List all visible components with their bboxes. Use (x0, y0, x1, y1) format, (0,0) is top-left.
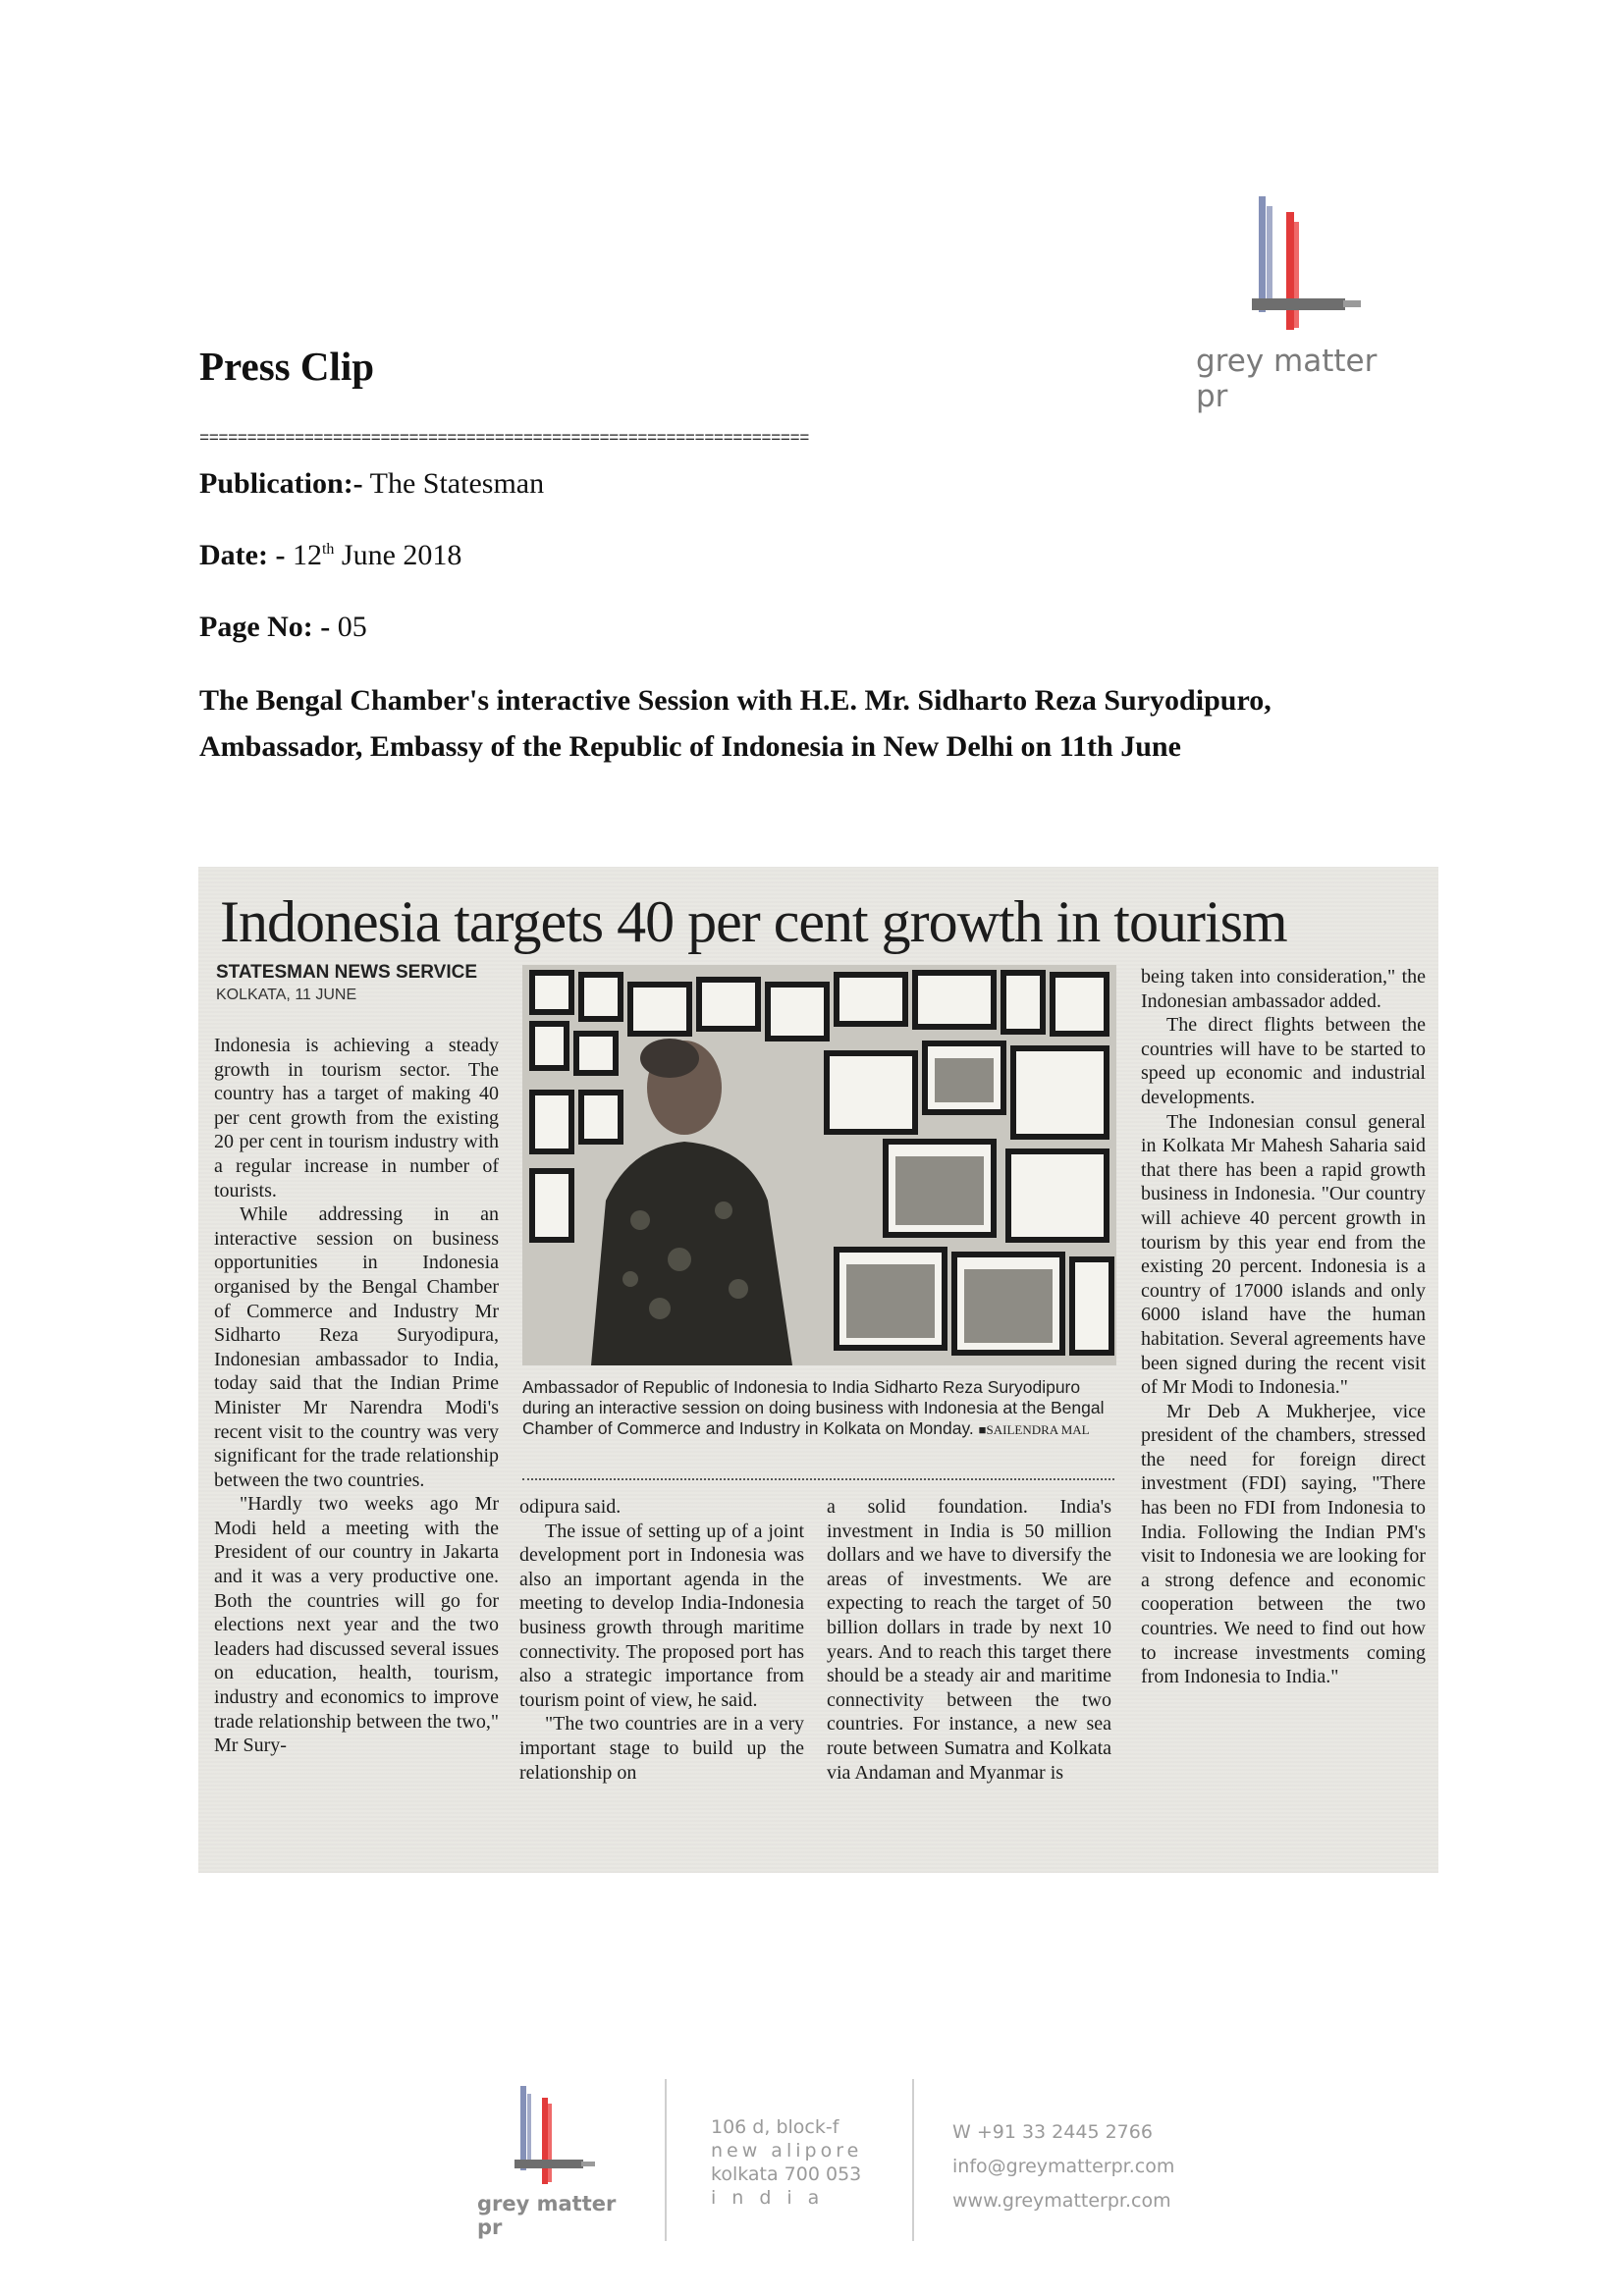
address-line: kolkata 700 053 (711, 2163, 862, 2185)
address-line: india (711, 2187, 836, 2209)
website-link[interactable]: www.greymatterpr.com (952, 2190, 1171, 2212)
address-line: 106 d, block-f (711, 2116, 839, 2138)
logo-text: grey matter pr (1196, 344, 1378, 414)
footer-address (711, 2115, 862, 2210)
photo-credit-name: SAILENDRA MAL (986, 1422, 1090, 1437)
paragraph: "The two countries are in a very important stage to build up the relationship on (519, 1713, 804, 1784)
footer-contact (952, 2115, 1174, 2218)
footer-logo (477, 2086, 624, 2239)
grey-matter-pr-logo (1196, 196, 1402, 414)
article-column-1 (214, 1034, 499, 1758)
footer-divider (912, 2079, 914, 2241)
page-line (199, 611, 367, 644)
separator-rule: ================================================================ (199, 430, 809, 449)
paragraph: being taken into consideration," the Indonesian ambassador added. (1141, 966, 1426, 1012)
paragraph: The Indonesian consul general in Kolkata Mr Mahesh Saharia said that there has been a rapid growth business in Indonesia. "Our country will achieve 40 percent growth in tourism by this year end from the existing 20 percent. Indonesia is a country of 17000 islands and only 6000 island have the human habitation. Several agreements have been signed during the recent visit of Mr Modi to Indonesia." (1141, 1110, 1426, 1399)
publication-value: The Statesman (369, 467, 545, 500)
photo-credit: ■SAILENDRA MAL (978, 1422, 1090, 1437)
date-day: 12 (292, 539, 322, 571)
byline: STATESMAN NEWS SERVICE (216, 962, 478, 983)
page-label: Page No: - (199, 611, 331, 643)
page-value: 05 (337, 611, 367, 643)
photo-illustration (522, 965, 1116, 1365)
paragraph: Indonesia is achieving a steady growth in tourism sector. The country has a target of making 40 per cent growth from the existing 20 per cent in tourism industry with a regular increase in number of tourists. (214, 1035, 499, 1201)
publication-label: Publication:- (199, 467, 363, 500)
paragraph: The direct flights between the countries will have to be started to speed up economic and industrial developments. (1141, 1014, 1426, 1108)
email-link[interactable]: info@greymatterpr.com (952, 2156, 1175, 2177)
paragraph: Mr Deb A Mukherjee, vice president of the chambers, stressed the need for foreign direct investment (FDI) saying, "There has been no FDI from Indonesia to India. Following the Indian PM's visit to Indonesia we are looking for a strong defence and economic cooperation between the two countries. We need to find out how to increase investments coming from Indonesia to India." (1141, 1400, 1426, 1688)
date-suffix: th (321, 541, 335, 558)
caption-text: Ambassador of Republic of Indonesia to India Sidharto Reza Suryodipuro during an interactive session on doing business with Indonesia at the Bengal Chamber of Commerce and Industry in Kolkata on Monday. (522, 1377, 1105, 1438)
photo-caption (522, 1377, 1111, 1440)
caption-divider (522, 1478, 1114, 1480)
newspaper-clipping (198, 867, 1438, 1873)
paragraph: a solid foundation. India's investment in India is 50 million dollars and we have to diversify the areas of investments. We are expecting to reach the target of 50 billion dollars in trade by next 10 years. And to reach this target there should be a steady air and maritime connectivity between the two countries. For instance, a new sea route between Sumatra and Kolkata via Andaman and Myanmar is (827, 1496, 1111, 1784)
date-rest: June 2018 (341, 539, 462, 571)
phone: W +91 33 2445 2766 (952, 2121, 1153, 2143)
event-description: The Bengal Chamber's interactive Session with H.E. Mr. Sidharto Reza Suryodipuro, Ambassador, Embassy of the Republic of Indonesia in New Delhi on 11th June (199, 684, 1271, 763)
article-column-3 (827, 1495, 1111, 1785)
article-column-2 (519, 1495, 804, 1785)
paragraph: While addressing in an interactive session on business opportunities in Indonesia organised by the Bengal Chamber of Commerce and Industry Mr Sidharto Reza Suryodipura, Indonesian ambassador to India, today said that the Indian Prime Minister Mr Narendra Modi's recent visit to the country was very significant for the trade relationship between the two countries. (214, 1203, 499, 1491)
address-line: new alipore (711, 2140, 863, 2162)
dateline: KOLKATA, 11 JUNE (216, 987, 357, 1003)
clipping-headline: Indonesia targets 40 per cent growth in tourism (220, 889, 1287, 954)
article-photo (522, 965, 1116, 1365)
paragraph: odipura said. (519, 1496, 622, 1518)
page-title: Press Clip (199, 344, 375, 389)
article-column-4 (1141, 965, 1426, 1689)
footer-logo-text: grey matter pr (477, 2192, 617, 2239)
date-line (199, 539, 461, 572)
footer-logo-mark-icon (477, 2086, 624, 2194)
paragraph: "Hardly two weeks ago Mr Modi held a meeting with the President of our country in Jakarta and it was a very productive one. Both the countries will go for elections next year and the two leaders had discussed several issues on education, health, tourism, industry and economics to improve trade relationship between the two," Mr Sury- (214, 1493, 499, 1757)
publication-line (199, 467, 544, 501)
footer-divider (665, 2079, 667, 2241)
paragraph: The issue of setting up of a joint development port in Indonesia was also an important agenda in the meeting to develop India-Indonesia business growth through maritime connectivity. The proposed port has also a strategic importance from tourism point of view, he said. (519, 1520, 804, 1711)
date-label: Date: - (199, 539, 286, 571)
